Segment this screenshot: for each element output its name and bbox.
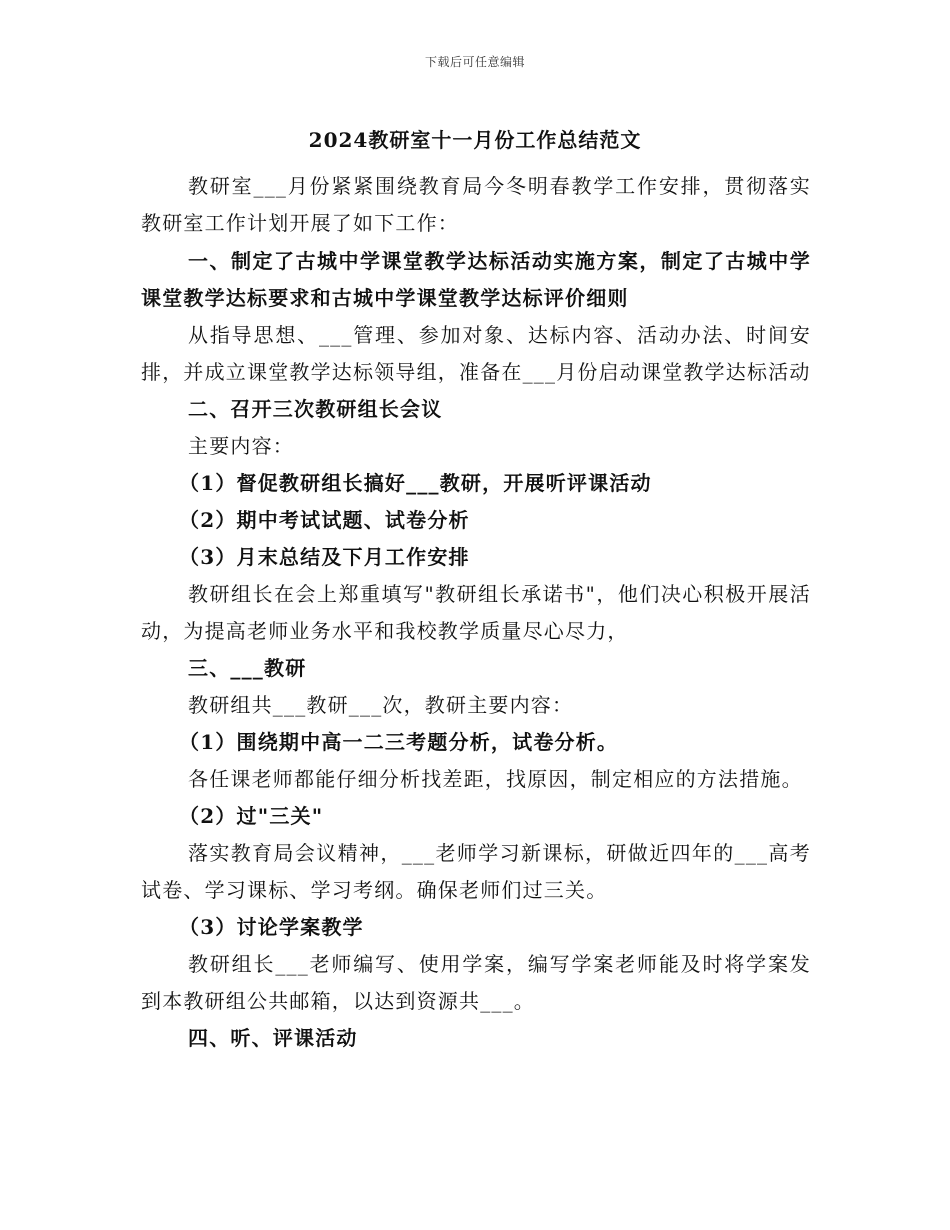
section-3-heading: 三、___教研: [188, 656, 307, 680]
document-body: [141, 168, 811, 1057]
commitment-paragraph: 教研组长在会上郑重填写"教研组长承诺书"，他们决心积极开展活动，为提高老师业务水平和我校教学质量尽心尽力，: [141, 582, 811, 643]
intro-paragraph: 教研室___月份紧紧围绕教育局今冬明春教学工作安排，贯彻落实教研室工作计划开展了如下工作：: [141, 174, 811, 235]
section-2-heading: 二、召开三次教研组长会议: [188, 397, 443, 421]
header-note: 下载后可任意编辑: [424, 55, 525, 69]
section-4-heading: 四、听、评课活动: [188, 1026, 358, 1050]
list-item: （2）期中考试试题、试卷分析: [179, 508, 470, 532]
section-1-heading: 一、制定了古城中学课堂教学达标活动实施方案，制定了古城中学课堂教学达标要求和古城中学课堂教学达标评价细则: [141, 249, 811, 310]
main-content-label: 主要内容：: [188, 434, 294, 458]
three-gates-paragraph: 落实教育局会议精神，___老师学习新课标，研做近四年的___高考试卷、学习课标、学习考纲。确保老师们过三关。: [141, 841, 811, 902]
section-1-paragraph: 从指导思想、___管理、参加对象、达标内容、活动办法、时间安排，并成立课堂教学达标领导组，准备在___月份启动课堂教学达标活动: [141, 323, 811, 384]
list-item: （3）月末总结及下月工作安排: [179, 545, 470, 569]
learning-plan-paragraph: 教研组长___老师编写、使用学案，编写学案老师能及时将学案发到本教研组公共邮箱，以达到资源共___。: [141, 952, 811, 1013]
list-item: （2）过"三关": [179, 804, 324, 828]
analysis-paragraph: 各任课老师都能仔细分析找差距，找原因，制定相应的方法措施。: [188, 767, 803, 791]
document-title: 2024教研室十一月份工作总结范文: [308, 128, 642, 152]
list-item: （1）督促教研组长搞好___教研，开展听评课活动: [179, 471, 652, 495]
teaching-research-paragraph: 教研组共___教研___次，教研主要内容：: [188, 693, 574, 717]
list-item: （1）围绕期中高一二三考题分析，试卷分析。: [179, 730, 619, 754]
list-item: （3）讨论学案教学: [179, 915, 364, 939]
